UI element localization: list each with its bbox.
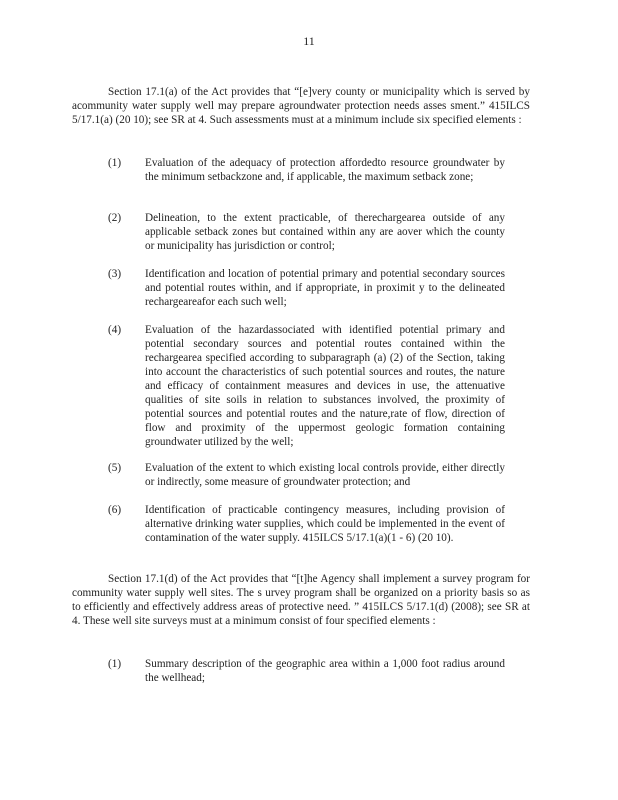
list-item-text: Summary description of the geographic area within a 1,000 foot radius around the wellhead; xyxy=(145,658,505,684)
list-item-number: (4) xyxy=(108,324,122,336)
list-item-number: (1) xyxy=(108,157,122,169)
survey-paragraph: Section 17.1(d) of the Act provides that “[t]he Agency shall implement a survey program for community water supply well sites. The s urvey program shall be organized on a priority basis so as to efficiently and effectively address areas of protective need. ” 415ILCS 5/17.1(d) (2008); see SR at 4. These well site surveys must at a minimum consist of four specified elements : xyxy=(72,573,530,627)
list-item-text: Identification of practicable contingency measures, including provision of alternative drinking water supplies, which could be implemented in the event of contamination of the water supply. 415ILCS 5/17.1(a)(1 - 6) (20 10). xyxy=(145,504,505,544)
list-item-text: Delineation, to the extent practicable, of therechargearea outside of any applicable setback zones but contained within any are aover which the county or municipality has jurisdiction or control; xyxy=(145,212,505,252)
list-item-number: (6) xyxy=(108,504,122,516)
list-item-number: (1) xyxy=(108,658,122,670)
list-item-text: Evaluation of the adequacy of protection affordedto resource groundwater by the minimum setbackzone and, if applicable, the maximum setback zone; xyxy=(145,157,505,183)
page-number: 11 xyxy=(303,34,315,48)
list-item-number: (5) xyxy=(108,462,122,474)
list-item-number: (3) xyxy=(108,268,122,280)
list-item-text: Evaluation of the hazardassociated with identified potential primary and potential secondary sources and potential routes contained within the rechargearea specified according to subparagraph (a) (2) of the Section, taking into account the characteristics of such potential sources and routes, the nature and efficacy of containment measures and devices in use, the attenuative qualities of site soils in relation to substances involved, the proximity of potential sources and potential routes and the nature,rate of flow, direction of flow and proximity of the uppermost geologic formation containing groundwater utilized by the well; xyxy=(145,324,505,448)
list-item-number: (2) xyxy=(108,212,122,224)
list-item-text: Identification and location of potential primary and potential secondary sources and potential routes within, and if appropriate, in proximit y to the delineated rechargeareafor each such well; xyxy=(145,268,505,308)
intro-paragraph: Section 17.1(a) of the Act provides that “[e]very county or municipality which is served by acommunity water supply well may prepare agroundwater protection needs asses sment.” 415ILCS 5/17.1(a) (20 10); see SR at 4. Such assessments must at a minimum include six specified elements : xyxy=(72,86,530,126)
list-item-text: Evaluation of the extent to which existing local controls provide, either directly or indirectly, some measure of groundwater protection; and xyxy=(145,462,505,488)
